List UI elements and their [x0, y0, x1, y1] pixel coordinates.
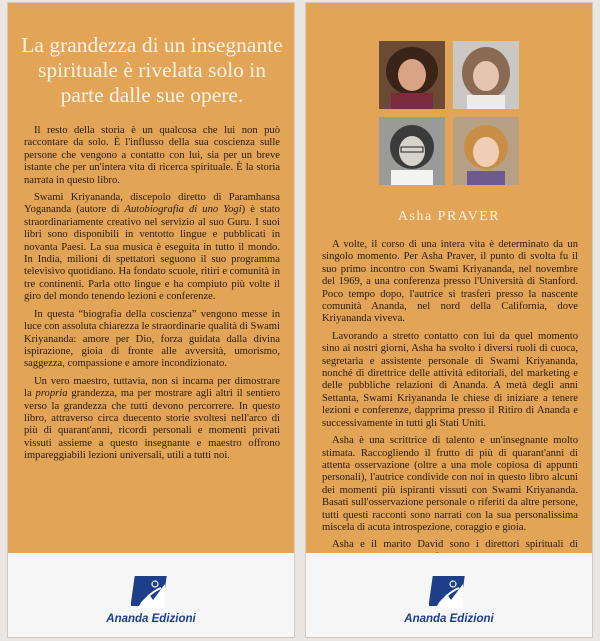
description-paragraph: In questa “biografia della coscienza” vengono messe in luce con assoluta chiarezza le straordinarie qualità di Swami Kriyananda: amore per Dio, forza guidata dalla divina ispirazione, gioia di fronte alle avversità, umorismo, saggezza, compassione e amore incondizionato. — [24, 308, 280, 370]
publisher-logo — [8, 574, 294, 625]
author-photo — [379, 41, 445, 109]
publisher-name: Ananda Edizioni — [404, 613, 494, 625]
biography-paragraph: Asha e il marito David sono i direttori spirituali di — [332, 539, 578, 551]
description-paragraph: Swami Kriyananda, discepolo diretto di Paramhansa Yogananda (autore di Autobiografia di uno Yogi) è stato straordinariamente creativo nel servizio al suo Guru. I suoi libri sono disponibili in ventotto lingue e pubblicati in novanta Paesi. La sua musica è eseguita in tutto il mondo. In India, milioni di spettatori seguono il suo programma televisivo quotidiano. Ha fondato scuole, ritiri e comunità in tre continenti. Parla otto lingue e ha compiuto più volte il giro del mondo tenendo lezioni e conferenze. — [24, 192, 280, 303]
author-photo-grid — [379, 41, 519, 185]
biography-paragraph: Lavorando a stretto contatto con lui da quel momento sino ai nostri giorni, Asha ha svolto i diversi ruoli di cuoca, segretaria e assistente personale di Swami Kriyananda, nonché di direttrice delle attività editoriali, del marketing e delle pubbliche relazioni di Ananda. A metà degli anni Settanta, Swami Kriyananda le chiese di iniziare a tenere lezioni e conferenze, dapprima presso il Ritiro di Ananda e successivamente in tutti gli Stati Uniti. — [322, 330, 578, 429]
author-biography — [322, 239, 578, 582]
author-photo — [453, 117, 519, 185]
emphasis-italic: propria — [35, 388, 68, 400]
biography-paragraph: Asha è una scrittrice di talento e un'insegnante molto stimata. Raccogliendo il frutto di più di quarant'anni di attenta osservazione (oltre a una mole copiosa di appunti personali), l'autrice condivide con noi in questo libro alcuni dei momenti più ispiranti vissuti con Swami Kriyananda. Basati sull'osservazione personale o riferiti da altre persone, tutti questi racconti sono narrati con la sua personalissima miscela di acuta introspezione, coraggio e gioia. — [322, 435, 578, 533]
back-cover-right-panel — [306, 3, 592, 637]
ananda-logo-icon — [429, 574, 469, 612]
description-paragraph: Un vero maestro, tuttavia, non si incarna per dimostrare la propria grandezza, ma per mostrare agli altri il sentiero verso la grandezza che tutti devono percorrere. In questo libro, attraverso circa duecento storie svoltesi nell'arco di più di quarant'anni, ricordi personali e momenti privati vissuti assieme a questo insegnante e maestro offrono impareggiabili lezioni universali, utili a tutti noi. — [24, 375, 280, 462]
footer-strip — [306, 553, 592, 637]
author-photo — [453, 41, 519, 109]
tagline: La grandezza di un insegnante spirituale è rivelata solo in parte dalle sue opere. — [21, 33, 283, 107]
portrait-image — [453, 117, 519, 185]
publisher-logo — [306, 574, 592, 625]
publisher-name: Ananda Edizioni — [106, 613, 196, 625]
portrait-image — [379, 117, 445, 185]
description-paragraph: Il resto della storia è un qualcosa che lui non può raccontare da solo. È l'influsso della sua coscienza sulle persone che vengono a contatto con lui, sia per un breve istante che per un'intera vita di ricerca spirituale. È la storia narrata in questo libro. — [24, 125, 280, 186]
biography-paragraph: A volte, il corso di una intera vita è determinato da un singolo momento. Per Asha Praver, il punto di svolta fu il suo primo incontro con Swami Kriyananda, nel novembre del 1969, a una conferenza presso l'Università di Stanford. Poco tempo dopo, l'autrice si trasferì presso la nascente comunità Ananda, nel nord della California, dove Kriyananda viveva. — [322, 239, 578, 325]
book-description — [24, 125, 280, 468]
author-name: Asha PRAVER — [397, 209, 501, 224]
author-photo — [379, 117, 445, 185]
portrait-image — [379, 41, 445, 109]
book-title-italic: Autobiografia di uno Yogi — [124, 204, 242, 216]
ananda-logo-icon — [131, 574, 171, 612]
footer-strip — [8, 553, 294, 637]
back-cover-left-panel — [8, 3, 294, 637]
portrait-image — [453, 41, 519, 109]
